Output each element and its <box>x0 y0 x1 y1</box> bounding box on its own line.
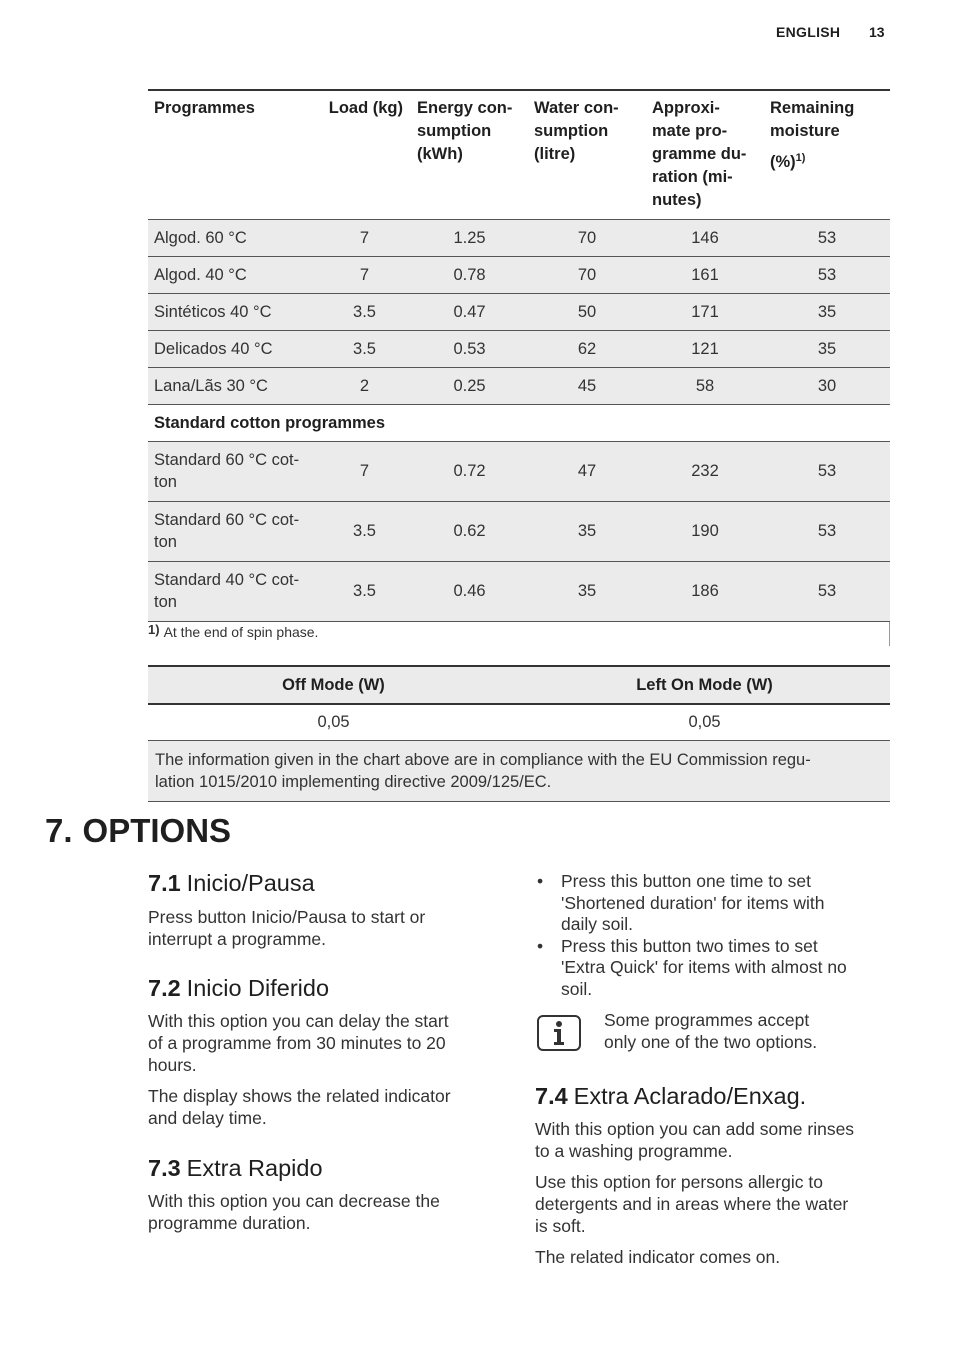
cell-duration: 146 <box>646 219 764 256</box>
info-icon <box>537 1015 581 1051</box>
cell-programme: Standard 60 °C cot- ton <box>148 441 318 501</box>
bullet-icon: • <box>537 871 544 891</box>
cell-load: 7 <box>318 219 411 256</box>
page-number: 13 <box>869 24 885 40</box>
cell-load: 2 <box>318 367 411 404</box>
info-note <box>535 1008 895 1064</box>
right-column <box>535 871 895 1268</box>
cell-moisture: 53 <box>764 256 890 293</box>
table-row <box>148 367 890 404</box>
section-heading-7-4: 7.4 Extra Aclarado/Enxag. <box>535 1083 807 1109</box>
cell-energy: 0.62 <box>411 501 528 561</box>
cell-energy: 0.72 <box>411 441 528 501</box>
cell-moisture: 53 <box>764 501 890 561</box>
cell-moisture: 30 <box>764 367 890 404</box>
section-label: Standard cotton programmes <box>148 404 890 441</box>
cell-programme: Standard 40 °C cot- ton <box>148 561 318 621</box>
header-programmes: Programmes <box>148 90 318 219</box>
cell-water: 50 <box>528 293 646 330</box>
cell-programme: Algod. 60 °C <box>148 219 318 256</box>
table-note-row <box>148 740 890 801</box>
cell-load: 3.5 <box>318 561 411 621</box>
chapter-name: OPTIONS <box>82 812 232 849</box>
header-off-mode: Off Mode (W) <box>148 666 519 704</box>
cell-water: 70 <box>528 219 646 256</box>
section-heading-7-3: 7.3 Extra Rapido <box>148 1155 323 1181</box>
cell-duration: 121 <box>646 330 764 367</box>
cell-energy: 1.25 <box>411 219 528 256</box>
cell-moisture: 53 <box>764 219 890 256</box>
table-footnote <box>148 622 890 646</box>
info-text: Some programmes accept only one of the two options. <box>604 1010 818 1052</box>
cell-energy: 0.53 <box>411 330 528 367</box>
cell-water: 62 <box>528 330 646 367</box>
table-row <box>148 441 890 501</box>
cell-water: 47 <box>528 441 646 501</box>
cell-load: 3.5 <box>318 330 411 367</box>
table-row <box>148 219 890 256</box>
cell-water: 35 <box>528 501 646 561</box>
power-mode-table <box>148 665 890 802</box>
table-header-row <box>148 90 890 219</box>
table-row <box>148 501 890 561</box>
section-heading-7-1: 7.1 Inicio/Pausa <box>148 870 315 896</box>
cell-off-mode: 0,05 <box>148 704 519 740</box>
cell-duration: 171 <box>646 293 764 330</box>
footnote-ref: 1) <box>795 152 806 164</box>
cell-duration: 190 <box>646 501 764 561</box>
cell-programme: Delicados 40 °C <box>148 330 318 367</box>
table-row <box>148 704 890 740</box>
footnote-marker: 1) <box>148 622 160 637</box>
paragraph: With this option you can add some rinses to a washing programme. <box>535 1119 855 1161</box>
cell-duration: 161 <box>646 256 764 293</box>
header-load: Load (kg) <box>318 90 411 219</box>
cell-left-on-mode: 0,05 <box>519 704 890 740</box>
list-item: • Press this button two times to set 'Extra Quick' for items with almost no soil. <box>537 935 847 999</box>
table-row <box>148 561 890 621</box>
header-duration: Approxi- mate pro- gramme du- ration (mi- nutes) <box>646 90 764 219</box>
paragraph: With this option you can decrease the programme duration. <box>148 1191 440 1233</box>
header-moisture: Remaining moisture (%)$^{1)}$ <box>764 90 890 219</box>
cell-water: 35 <box>528 561 646 621</box>
cell-load: 7 <box>318 256 411 293</box>
cell-duration: 232 <box>646 441 764 501</box>
paragraph: Use this option for persons allergic to detergents and in areas where the water is soft. <box>535 1172 849 1236</box>
header-water: Water con- sumption (litre) <box>528 90 646 219</box>
programme-data-table <box>148 89 890 622</box>
language-label: ENGLISH <box>776 24 841 40</box>
bullet-icon: • <box>537 935 544 956</box>
table-section-row <box>148 404 890 441</box>
paragraph: With this option you can delay the start of a programme from 30 minutes to 20 hours. <box>148 1011 449 1075</box>
header-left-on-mode: Left On Mode (W) <box>519 666 890 704</box>
cell-programme: Standard 60 °C cot- ton <box>148 501 318 561</box>
bullet-list <box>535 871 895 1000</box>
cell-programme: Algod. 40 °C <box>148 256 318 293</box>
cell-load: 3.5 <box>318 501 411 561</box>
table-row <box>148 330 890 367</box>
cell-water: 70 <box>528 256 646 293</box>
list-item: • Press this button one time to set 'Shortened duration' for items with daily soil. <box>537 871 825 934</box>
cell-water: 45 <box>528 367 646 404</box>
compliance-note: The information given in the chart above are in compliance with the EU Commission regu- lation 1015/2010 implementing directive 2009/125/EC. <box>148 740 890 801</box>
chapter-title <box>45 812 231 850</box>
cell-moisture: 53 <box>764 561 890 621</box>
cell-load: 3.5 <box>318 293 411 330</box>
paragraph: The related indicator comes on. <box>535 1247 781 1267</box>
cell-programme: Lana/Lãs 30 °C <box>148 367 318 404</box>
table-row <box>148 256 890 293</box>
cell-energy: 0.78 <box>411 256 528 293</box>
cell-programme: Sintéticos 40 °C <box>148 293 318 330</box>
table-header-row <box>148 666 890 704</box>
chapter-number: 7. <box>45 812 73 849</box>
cell-energy: 0.46 <box>411 561 528 621</box>
footnote-text: At the end of spin phase. <box>163 624 319 640</box>
cell-moisture: 35 <box>764 293 890 330</box>
cell-energy: 0.25 <box>411 367 528 404</box>
table-row <box>148 293 890 330</box>
cell-moisture: 35 <box>764 330 890 367</box>
cell-moisture: 53 <box>764 441 890 501</box>
page-header <box>0 22 954 42</box>
section-heading-7-2: 7.2 Inicio Diferido <box>148 975 330 1001</box>
cell-duration: 58 <box>646 367 764 404</box>
header-energy: Energy con- sumption (kWh) <box>411 90 528 219</box>
paragraph: The display shows the related indicator and delay time. <box>148 1086 451 1128</box>
cell-load: 7 <box>318 441 411 501</box>
paragraph: Press button Inicio/Pausa to start or interrupt a programme. <box>148 907 426 949</box>
cell-duration: 186 <box>646 561 764 621</box>
cell-energy: 0.47 <box>411 293 528 330</box>
left-column <box>148 868 493 1234</box>
